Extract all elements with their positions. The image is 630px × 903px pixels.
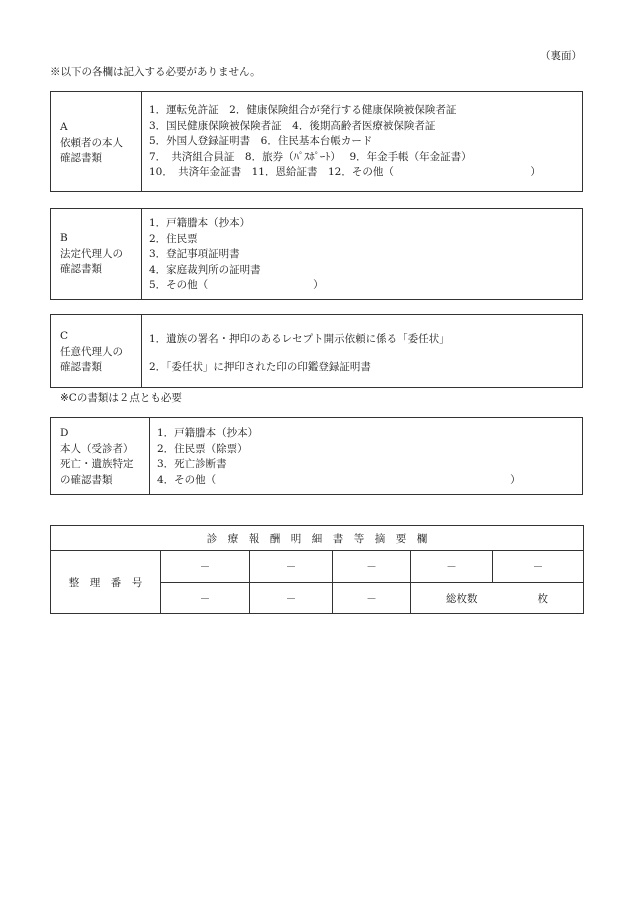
section-a-label-line: 依頼者の本人 — [60, 136, 123, 149]
section-d-divider — [149, 418, 150, 494]
section-a-label — [60, 120, 123, 167]
summary-dash-cell: － — [411, 551, 493, 583]
section-b-items — [149, 216, 324, 294]
summary-row-label: 整 理 番 号 — [51, 551, 161, 614]
summary-title: 診 療 報 酬 明 細 書 等 摘 要 欄 — [51, 526, 584, 551]
section-a-label-line: 確認書類 — [60, 152, 102, 164]
section-c-label-line: C — [60, 330, 69, 342]
section-b-label-line: 法定代理人の — [60, 247, 123, 260]
section-d-box — [50, 417, 583, 495]
section-c-item: 1．遺族の署名・押印のあるレセプト開示依頼に係る「委任状」 — [149, 333, 450, 345]
section-d-label-line: の確認書類 — [60, 473, 113, 486]
section-a-item: 3．国民健康保険被保険者証 4．後期高齢者医療被保険者証 — [149, 119, 436, 132]
section-c-label — [60, 329, 123, 376]
section-a-item: 10． 共済年金証書 11．恩給証書 12．その他（ ） — [149, 166, 541, 178]
section-d-label — [60, 426, 134, 488]
summary-total-label: 総枚数 — [446, 592, 478, 605]
section-c-box — [50, 314, 583, 388]
section-d-label-line: D — [60, 427, 69, 439]
notice-text: ※以下の各欄は記入する必要がありません。 — [50, 66, 261, 78]
summary-dash-cell: － — [250, 583, 333, 614]
section-c-note: ※Cの書類は２点とも必要 — [60, 392, 182, 404]
section-d-item: 4．その他（ ） — [157, 473, 521, 486]
section-c-divider — [141, 315, 142, 387]
section-a-box — [50, 91, 583, 192]
section-b-label-line: B — [60, 232, 68, 244]
section-b-box — [50, 208, 583, 300]
section-d-item: 1．戸籍謄本（抄本） — [157, 427, 259, 439]
section-d-item: 2．住民票（除票） — [157, 442, 248, 455]
section-b-label-line: 確認書類 — [60, 263, 102, 275]
summary-dash-cell: － — [161, 551, 250, 583]
summary-total-cell — [411, 583, 584, 614]
section-b-item: 5．その他（ ） — [149, 279, 324, 291]
summary-dash-cell: － — [333, 583, 411, 614]
section-b-label — [60, 231, 123, 278]
section-a-label-line: A — [60, 121, 68, 133]
section-a-divider — [141, 92, 142, 191]
summary-dash-cell: － — [161, 583, 250, 614]
section-c-label-line: 確認書類 — [60, 361, 102, 373]
section-d-label-line: 死亡・遺族特定 — [60, 458, 134, 470]
section-b-item: 3．登記事項証明書 — [149, 248, 240, 260]
section-a-item: 5．外国人登録証明書 6．住民基本台帳カード — [149, 135, 373, 147]
section-c-item: 2．「委任状」に押印された印の印鑑登録証明書 — [149, 361, 371, 373]
section-d-label-line: 本人（受診者） — [60, 442, 134, 455]
section-b-item: 2．住民票 — [149, 232, 198, 245]
section-a-item: 1．運転免許証 2．健康保険組合が発行する健康保険被保険者証 — [149, 104, 457, 116]
section-a-item: 7． 共済組合員証 8．旅券（ﾊﾟｽﾎﾟｰﾄ） 9．年金手帳（年金証書） — [149, 150, 472, 163]
summary-dash-cell: － — [493, 551, 584, 583]
page-side-label: （裏面） — [540, 50, 582, 62]
section-c-label-line: 任意代理人の — [60, 345, 123, 358]
summary-dash-cell: － — [250, 551, 333, 583]
summary-table — [50, 525, 584, 614]
section-b-item: 4．家庭裁判所の証明書 — [149, 263, 261, 276]
section-d-item: 3．死亡診断書 — [157, 458, 227, 470]
summary-dash-cell: － — [333, 551, 411, 583]
section-b-divider — [141, 209, 142, 299]
section-d-items — [157, 426, 521, 488]
section-a-items — [149, 103, 541, 181]
section-b-item: 1．戸籍謄本（抄本） — [149, 217, 251, 229]
summary-unit-label: 枚 — [537, 592, 548, 605]
